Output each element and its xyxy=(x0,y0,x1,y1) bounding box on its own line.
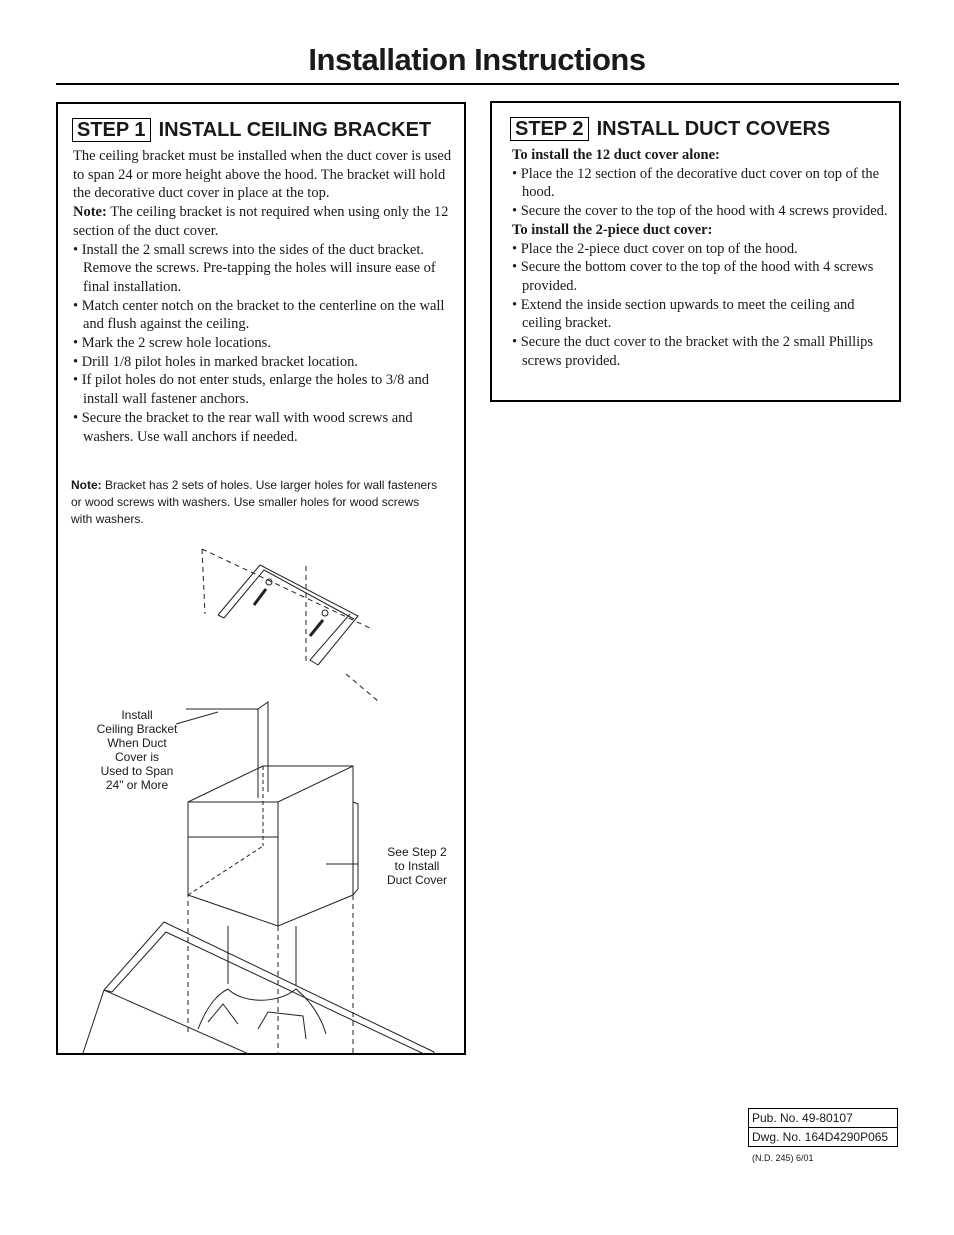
screw-right xyxy=(310,620,323,636)
step1-note xyxy=(73,203,459,240)
step1-intro: The ceiling bracket must be installed when the duct cover is used to span 24 or more height above the hood. The bracket will hold the decorative duct cover in place at the top. xyxy=(73,148,452,202)
title-rule xyxy=(56,83,899,85)
step1-bracket-note xyxy=(71,477,441,528)
step2-panel xyxy=(490,101,901,402)
list-item: • Secure the bracket to the rear wall with wood screws and washers. Use wall anchors if needed. xyxy=(73,409,459,446)
bracket-callout-line-5: Used to Span xyxy=(100,764,174,778)
revision-code: (N.D. 245) 6/01 xyxy=(752,1153,814,1163)
bracket-callout-line-1: Install xyxy=(121,708,153,722)
list-item: • Place the 2-piece duct cover on top of the hood. xyxy=(512,240,892,259)
step2-bullet-list-1 xyxy=(512,165,892,221)
duct-side-panel xyxy=(353,802,358,895)
list-item: • Mark the 2 screw hole locations. xyxy=(73,334,459,353)
bracket-note-label: Note: xyxy=(71,478,102,492)
ceiling-edge-dash xyxy=(346,674,378,701)
step2-subheading-2: To install the 2-piece duct cover: xyxy=(512,221,713,238)
step2-callout-line-2: to Install xyxy=(394,859,440,873)
step2-body xyxy=(512,146,892,370)
bracket-callout-line-2: Ceiling Bracket xyxy=(96,722,178,736)
step2-tag: STEP 2 xyxy=(510,117,589,141)
hood-installation-diagram xyxy=(58,534,464,1054)
list-item: • Secure the cover to the top of the hood with 4 screws provided. xyxy=(512,202,892,221)
step1-heading: INSTALL CEILING BRACKET xyxy=(158,118,432,141)
list-item: • Drill 1/8 pilot holes in marked bracket location. xyxy=(73,353,459,372)
list-item: • Extend the inside section upwards to meet the ceiling and ceiling bracket. xyxy=(512,296,892,333)
step1-note-text: The ceiling bracket is not required when using only the 12 section of the duct cover. xyxy=(73,204,449,239)
step1-header xyxy=(72,118,431,142)
duct-cover-box xyxy=(188,766,353,926)
step2-header xyxy=(510,117,830,141)
step2-callout-line-1: See Step 2 xyxy=(387,845,447,859)
bracket-callout-leader xyxy=(176,712,218,724)
screw-left xyxy=(254,589,266,605)
step2-bullet-list-2 xyxy=(512,240,892,371)
bracket-note-text: Bracket has 2 sets of holes. Use larger holes for wall fasteners or wood screws with washers. Use smaller holes for wood screws with washers. xyxy=(71,478,438,526)
step2-subheading-1: To install the 12 duct cover alone: xyxy=(512,147,720,163)
wall-line-left xyxy=(202,549,205,614)
pub-number: Pub. No. 49-80107 xyxy=(752,1111,853,1125)
step1-bullet-list xyxy=(73,241,459,447)
step2-callout-line-3: Duct Cover xyxy=(386,873,448,887)
ceiling-bracket-shape xyxy=(218,565,358,665)
bracket-callout-line-6: 24" or More xyxy=(105,778,169,792)
list-item: • Place the 12 section of the decorative duct cover on top of the hood. xyxy=(512,165,892,202)
upper-duct-back xyxy=(186,709,258,798)
blower-duct-transition xyxy=(198,926,326,1039)
step1-tag: STEP 1 xyxy=(72,118,151,142)
upper-duct-edge xyxy=(258,702,268,792)
list-item: • Secure the duct cover to the bracket with the 2 small Phillips screws provided. xyxy=(512,333,892,370)
page-title: Installation Instructions xyxy=(308,42,646,77)
step1-note-label: Note: xyxy=(73,204,107,221)
list-item: • If pilot holes do not enter studs, enlarge the holes to 3/8 and install wall fastener anchors. xyxy=(73,371,459,408)
list-item: • Secure the bottom cover to the top of the hood with 4 screws provided. xyxy=(512,258,892,295)
drawing-number: Dwg. No. 164D4290P065 xyxy=(749,1127,897,1146)
step1-panel xyxy=(56,102,466,1055)
list-item: • Match center notch on the bracket to the centerline on the wall and flush against the ceiling. xyxy=(73,297,459,334)
bracket-callout-line-4: Cover is xyxy=(114,750,160,764)
step2-heading: INSTALL DUCT COVERS xyxy=(596,117,831,140)
bracket-callout-line-3: When Duct xyxy=(107,736,167,750)
range-hood-shape xyxy=(76,922,434,1054)
step1-body xyxy=(73,147,459,446)
ceiling-line xyxy=(202,549,372,629)
publication-info-box xyxy=(748,1108,898,1147)
list-item: • Install the 2 small screws into the sides of the duct bracket. Remove the screws. Pre-tapping the holes will insure ease of final installation. xyxy=(73,241,459,297)
